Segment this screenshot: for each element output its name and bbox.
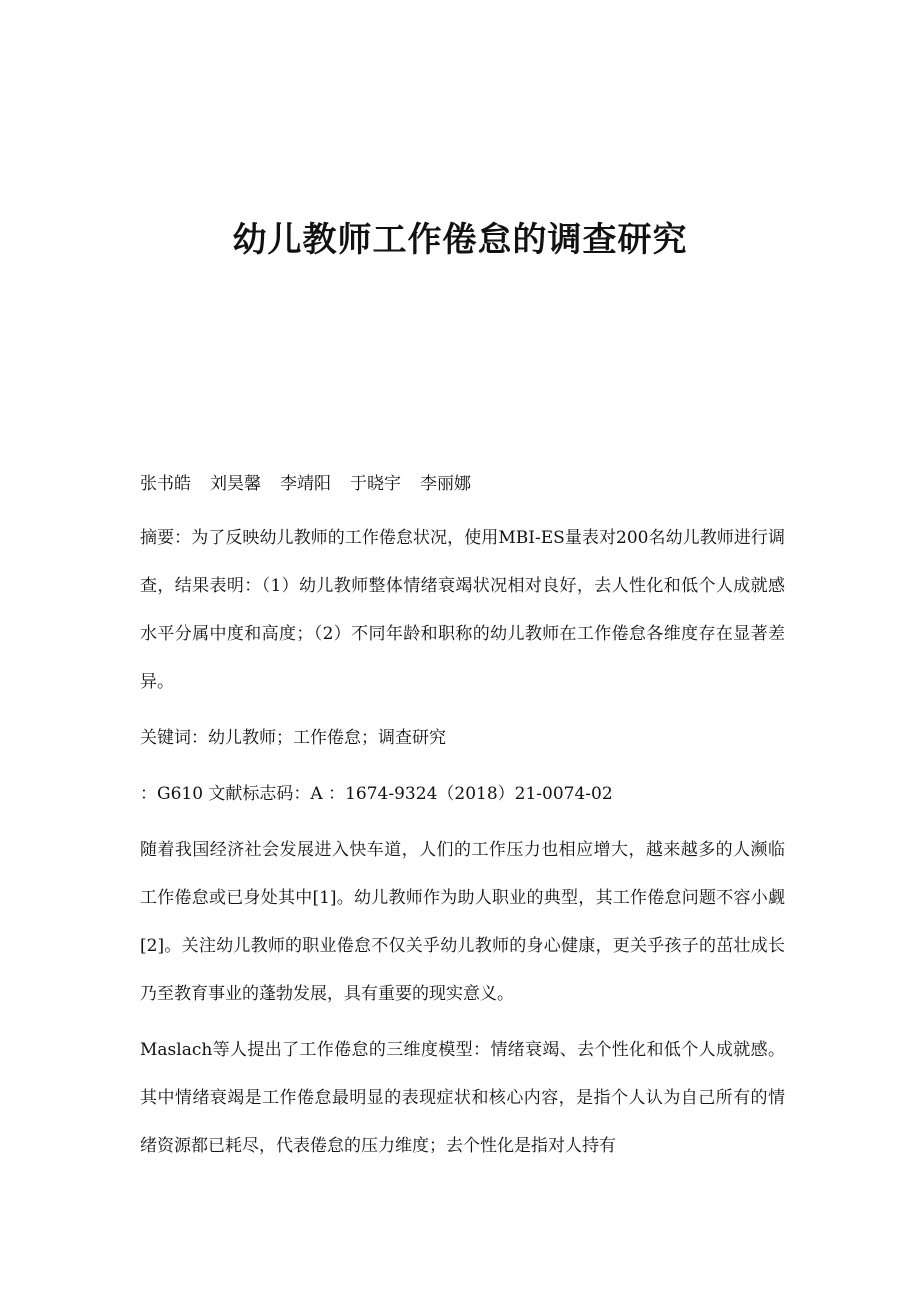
author-name: 李靖阳 xyxy=(280,474,331,494)
author-name: 刘昊馨 xyxy=(210,474,261,494)
author-name: 于晓宇 xyxy=(350,474,401,494)
author-name: 张书皓 xyxy=(140,474,191,494)
classification-info: ：G610 文献标志码：A ：1674-9324（2018）21-0074-02 xyxy=(140,784,613,804)
abstract: 摘要：为了反映幼儿教师的工作倦怠状况，使用MBI-ES量表对200名幼儿教师进行调查，结果表明：（1）幼儿教师整体情绪衰竭状况相对良好，去人性化和低个人成就感水平分属中度和高度；（2）不同年龄和职称的幼儿教师在工作倦怠各维度存在显著差异。 xyxy=(140,528,785,692)
body-paragraph: Maslach等人提出了工作倦怠的三维度模型：情绪衰竭、去个性化和低个人成就感。其中情绪衰竭是工作倦怠最明显的表现症状和核心内容，是指个人认为自己所有的情绪资源都已耗尽，代表倦怠的压力维度；去个性化是指对人持有 xyxy=(140,1040,785,1156)
author-list xyxy=(140,464,785,504)
keywords: 关键词：幼儿教师；工作倦怠；调查研究 xyxy=(140,728,446,748)
author-name: 李丽娜 xyxy=(420,474,471,494)
paper-body xyxy=(140,464,785,1178)
body-paragraph: 随着我国经济社会发展进入快车道，人们的工作压力也相应增大，越来越多的人濒临工作倦怠或已身处其中[1]。幼儿教师作为助人职业的典型，其工作倦怠问题不容小觑[2]。关注幼儿教师的职业倦怠不仅关乎幼儿教师的身心健康，更关乎孩子的茁壮成长乃至教育事业的蓬勃发展，具有重要的现实意义。 xyxy=(140,840,785,1004)
paper-title: 幼儿教师工作倦怠的调查研究 xyxy=(232,220,688,260)
